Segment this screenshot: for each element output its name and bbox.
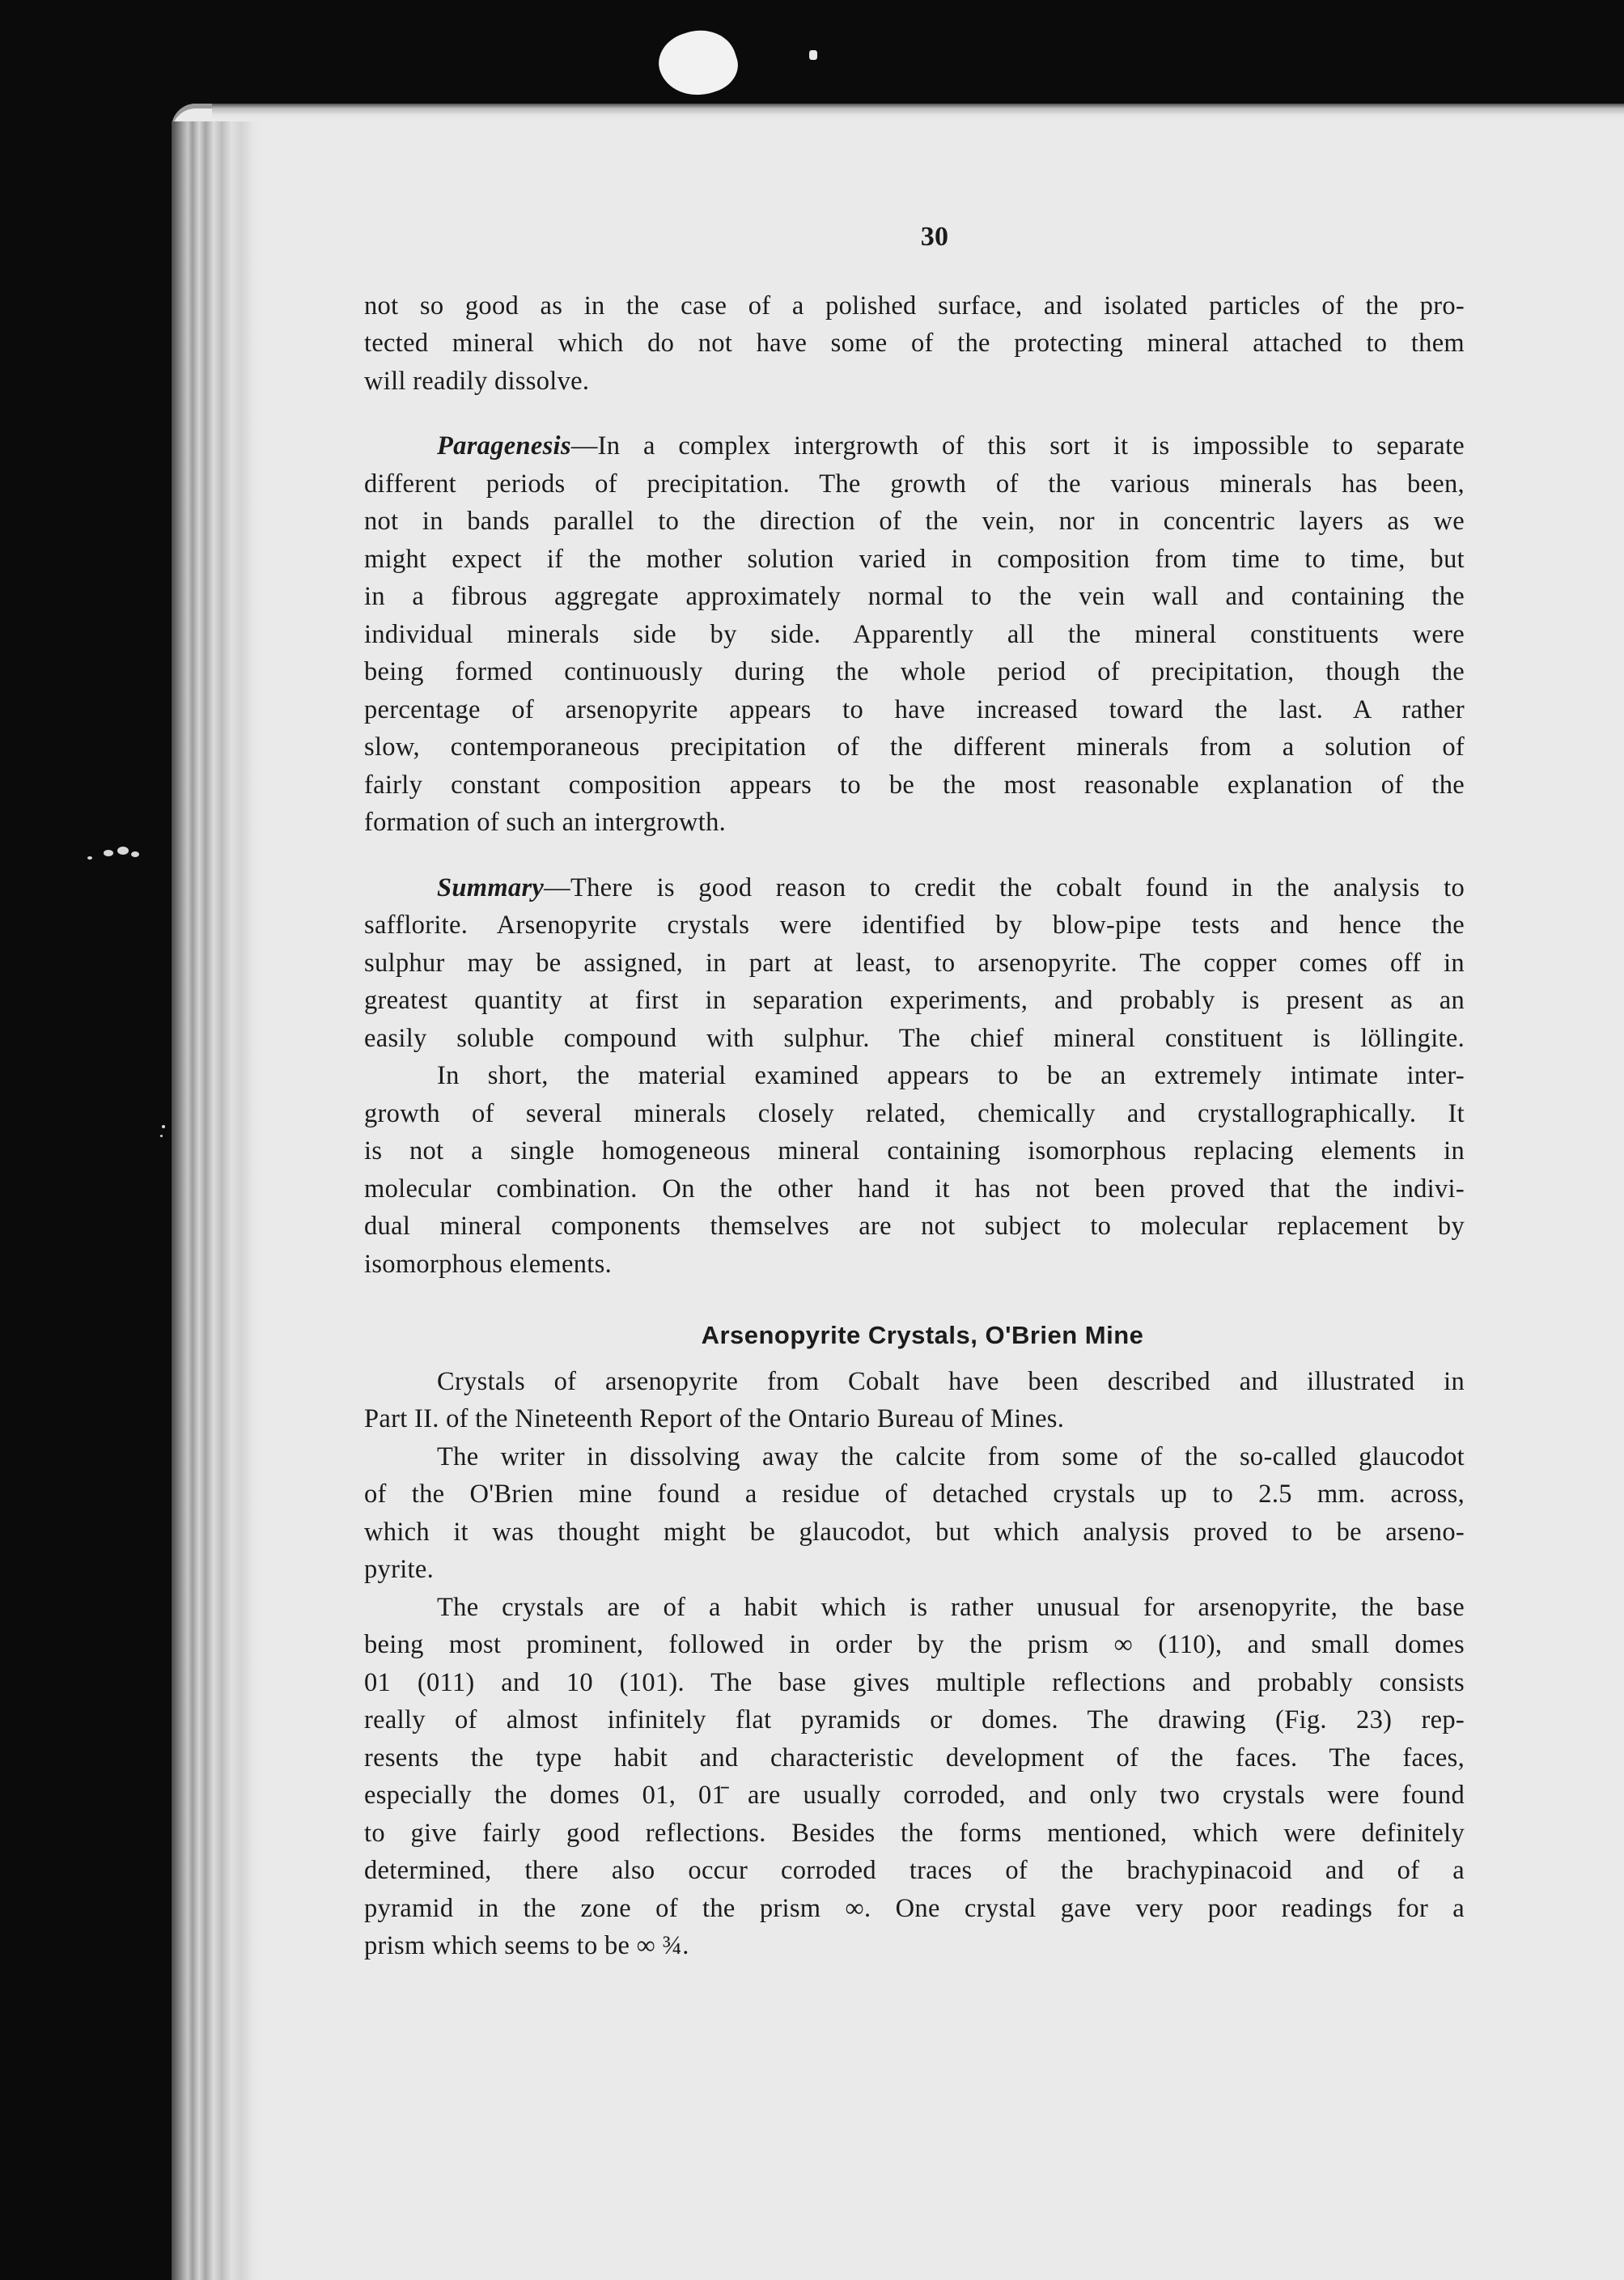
text-line: sulphur may be assigned, in part at least, to arsenopyrite. The copper comes off in — [364, 948, 1465, 978]
text-line: In short, the material examined appears to be an extremely intimate inter- — [437, 1061, 1465, 1090]
text-line: different periods of precipitation. The growth of the various minerals has been, — [364, 469, 1465, 499]
text-line: 01 (011) and 10 (101). The base gives multiple reflections and probably consists — [364, 1667, 1465, 1697]
paragenesis-lead: Paragenesis — [437, 431, 571, 461]
text-line: individual minerals side by side. Apparently all the mineral constituents were — [364, 619, 1465, 649]
text-line: to give fairly good reflections. Besides the forms mentioned, which were definitely — [364, 1818, 1465, 1848]
text-line: The crystals are of a habit which is rather unusual for arsenopyrite, the base — [437, 1592, 1465, 1622]
text-line: being most prominent, followed in order by the prism ∞ (110), and small domes — [364, 1630, 1465, 1659]
text-line: not so good as in the case of a polished surface, and isolated particles of the pro- — [364, 291, 1465, 321]
paragenesis-first-line: —In a complex intergrowth of this sort it is impossible to separate — [570, 431, 1465, 461]
text-line: in a fibrous aggregate approximately normal to the vein wall and containing the — [364, 582, 1465, 611]
scan-speck — [160, 1135, 163, 1137]
scan-speck — [117, 847, 129, 855]
text-line: fairly constant composition appears to be the most reasonable explanation of the — [364, 770, 1465, 800]
scan-speck — [162, 1125, 165, 1128]
text-line: which it was thought might be glaucodot, but which analysis proved to be arseno- — [364, 1517, 1465, 1547]
text-line: dual mineral components themselves are not subject to molecular replacement by — [364, 1212, 1465, 1241]
page-content — [364, 219, 1465, 1965]
text-line: growth of several minerals closely related, chemically and crystallographically. It — [364, 1098, 1465, 1128]
scan-speck — [131, 851, 139, 857]
scan-speck — [87, 856, 92, 860]
text-line: will readily dissolve. — [364, 366, 590, 396]
text-line: Crystals of arsenopyrite from Cobalt have been described and illustrated in — [437, 1366, 1465, 1396]
text-line: might expect if the mother solution varied in composition from time to time, but — [364, 544, 1465, 574]
text-line: prism which seems to be ∞ ¾. — [364, 1931, 689, 1960]
page-number: 30 — [920, 222, 949, 252]
text-line: of the O'Brien mine found a residue of detached crystals up to 2.5 mm. across, — [364, 1480, 1465, 1509]
summary-lead: Summary — [437, 873, 545, 902]
section-paragraph-3 — [364, 1589, 1465, 1965]
scan-speck — [104, 850, 113, 856]
section-paragraph-2 — [364, 1438, 1465, 1589]
text-line — [364, 427, 1465, 465]
summary-paragraph — [364, 869, 1465, 1284]
page-binding-edge — [172, 121, 261, 2280]
page-top-edge — [212, 104, 1624, 120]
section-paragraph-1 — [364, 1363, 1465, 1438]
text-line — [364, 869, 1465, 907]
text-line: especially the domes 01, 01̄ are usually corroded, and only two crystals were found — [364, 1781, 1465, 1810]
text-line: pyrite. — [364, 1555, 435, 1584]
text-line: easily soluble compound with sulphur. The chief mineral constituent is löllingite. — [364, 1023, 1465, 1053]
text-line: resents the type habit and characteristic development of the faces. The faces, — [364, 1743, 1465, 1773]
text-line: is not a single homogeneous mineral containing isomorphous replacing elements in — [364, 1136, 1465, 1165]
paragenesis-paragraph — [364, 427, 1465, 842]
text-line: not in bands parallel to the direction of the vein, nor in concentric layers as we — [364, 507, 1465, 536]
text-line: safflorite. Arsenopyrite crystals were identified by blow-pipe tests and hence the — [364, 911, 1465, 940]
text-line: percentage of arsenopyrite appears to have increased toward the last. A rather — [364, 694, 1465, 724]
text-line: isomorphous elements. — [364, 1249, 612, 1279]
text-line: formation of such an intergrowth. — [364, 808, 727, 837]
text-line: The writer in dissolving away the calcite from some of the so-called glaucodot — [437, 1441, 1465, 1471]
scan-artifact — [651, 20, 744, 105]
scan-artifact — [809, 50, 817, 60]
summary-first-line: —There is good reason to credit the cobalt found in the analysis to — [544, 873, 1465, 902]
section-heading: Arsenopyrite Crystals, O'Brien Mine — [701, 1321, 1144, 1349]
text-line: slow, contemporaneous precipitation of the different minerals from a solution of — [364, 732, 1465, 762]
text-line: determined, there also occur corroded traces of the brachypinacoid and of a — [364, 1856, 1465, 1885]
text-line: being formed continuously during the whole period of precipitation, though the — [364, 657, 1465, 686]
text-line: tected mineral which do not have some of the protecting mineral attached to them — [364, 329, 1465, 358]
text-line: Part II. of the Nineteenth Report of the Ontario Bureau of Mines. — [364, 1404, 1065, 1433]
text-line: greatest quantity at first in separation experiments, and probably is present as an — [364, 986, 1465, 1015]
text-line: really of almost infinitely flat pyramids or domes. The drawing (Fig. 23) rep- — [364, 1705, 1465, 1734]
text-line: pyramid in the zone of the prism ∞. One crystal gave very poor readings for a — [364, 1893, 1465, 1923]
continuation-paragraph — [364, 287, 1465, 401]
text-line: molecular combination. On the other hand it has not been proved that the indivi- — [364, 1174, 1465, 1204]
